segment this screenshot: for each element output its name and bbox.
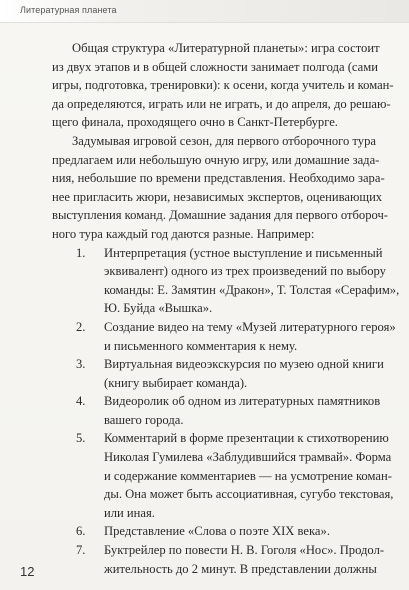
list-item	[52, 392, 392, 429]
list-item	[52, 318, 396, 355]
text-line: игры, подготовка, тренировки): к осени, когда учитель и коман-	[52, 78, 394, 93]
list-item	[52, 355, 392, 392]
page-number: 12	[20, 564, 35, 579]
text-line: Представление «Слова о поэте XIX века».	[104, 524, 330, 539]
text-line: Николая Гумилева «Заблудившийся трамвай». Форма	[104, 450, 392, 465]
text-line: Виртуальная видеоэкскурсия по музею одной книги	[104, 357, 384, 372]
list-number: 6.	[76, 524, 86, 539]
text-line: или иная.	[104, 505, 155, 520]
text-line: выступления команд. Домашние задания для первого отбороч-	[52, 208, 388, 223]
text-line: да определяются, играть или не играть, и до апреля, до решаю-	[52, 96, 391, 111]
text-line: Комментарий в форме презентации к стихотворению	[104, 431, 389, 446]
text-line: вашего города.	[104, 412, 184, 427]
text-line: ния, небольшие по времени представления. Необходимо зара-	[52, 171, 385, 186]
text-line: жительность до 2 минут. В представлении должны	[104, 561, 377, 576]
paragraph	[52, 39, 392, 132]
text-line: нее пригласить жюри, независимых экспертов, оценивающих	[52, 189, 383, 204]
list-number: 4.	[76, 394, 86, 409]
text-line: Ю. Буйда «Вышка».	[104, 301, 213, 316]
text-line: щего финала, проходящего очно в Санкт-Петербурге.	[52, 115, 338, 130]
list-item	[52, 522, 392, 541]
running-head: Литературная планета	[20, 5, 117, 15]
list-number: 2.	[76, 319, 86, 334]
list-number: 1.	[76, 245, 86, 260]
text-line: и письменного комментария к нему.	[104, 338, 298, 353]
text-line: Задумывая игровой сезон, для первого отборочного тура	[72, 133, 376, 148]
paragraph	[52, 132, 392, 244]
text-line: предлагаем или небольшую очную игру, или домашние зада-	[52, 152, 380, 167]
text-line: из двух этапов и в общей сложности занимает полгода (сами	[52, 59, 378, 74]
list-number: 7.	[76, 543, 86, 558]
list-number: 3.	[76, 357, 86, 372]
list-number: 5.	[76, 431, 86, 446]
text-line: Видеоролик об одном из литературных памятников	[104, 394, 381, 409]
text-line: Интерпретация (устное выступление и письменный	[104, 245, 383, 260]
list-item	[52, 244, 400, 318]
list-item	[52, 541, 392, 578]
text-line: Общая структура «Литературной планеты»: игра состоит	[72, 41, 380, 55]
text-line: (книгу выбирает команда).	[104, 375, 248, 390]
list-item	[52, 429, 392, 522]
header-bar	[0, 0, 409, 23]
text-line: Создание видео на тему «Музей литературного героя»	[104, 319, 396, 334]
text-line: Буктрейлер по повести Н. В. Гоголя «Нос». Продол-	[104, 543, 385, 558]
text-line: команды: Е. Замятин «Дракон», Т. Толстая «Серафим»,	[104, 282, 400, 297]
body-text	[52, 39, 400, 578]
text-line: ного тура каждый год даются разные. Например:	[52, 226, 315, 241]
text-line: эквивалент) одного из трех произведений по выбору	[104, 264, 386, 279]
numbered-list	[52, 244, 400, 579]
text-line: и содержание комментариев — на усмотрение коман-	[104, 468, 392, 483]
text-line: ды. Она может быть ассоциативная, сугубо текстовая,	[104, 487, 394, 502]
